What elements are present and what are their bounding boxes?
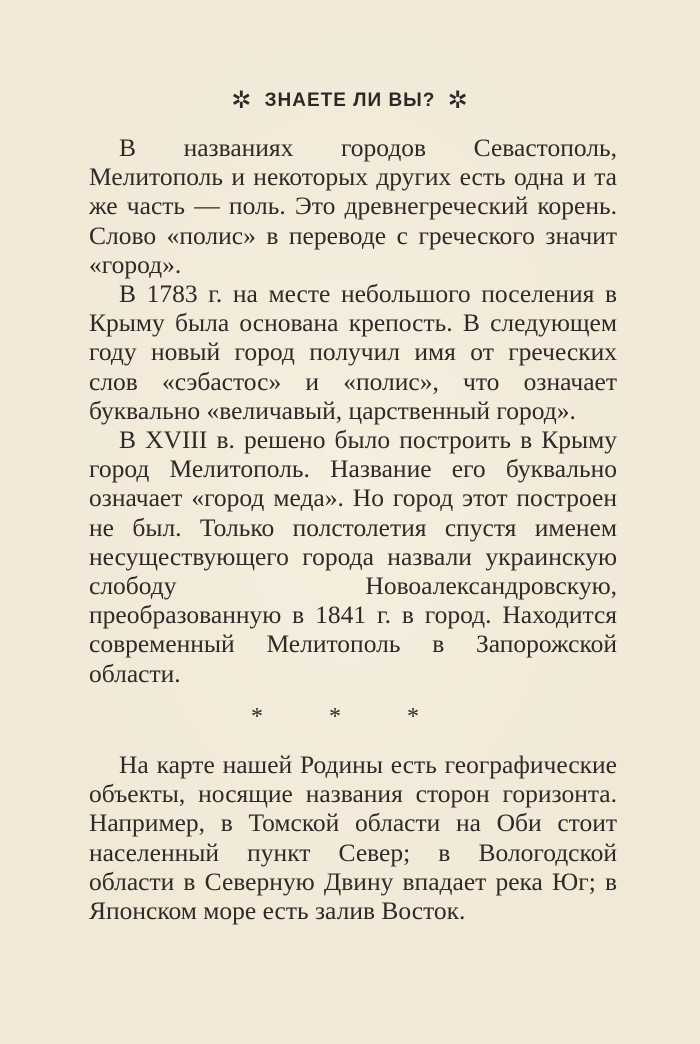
paragraph-3: В XVIII в. решено было построить в Крыму город Мелитополь. Название его буквально означает «город меда». Но город этот построен не был. Только полстолетия спустя именем несуществующего города назвали украинскую слободу Новоалександровскую, преобразованную в 1841 г. в город. Находится современный Мелитополь в Запорожской области. bbox=[89, 425, 617, 688]
asterisk-ornament-right-icon: ✲ bbox=[447, 87, 469, 114]
paragraph-4: На карте нашей Родины есть географические объекты, носящие названия сторон горизонта. Например, в Томской области на Оби стоит населенный пункт Север; в Вологодской области в Северную Двину впадает река Юг; в Японском море есть залив Восток. bbox=[89, 750, 617, 926]
section-separator: * * * bbox=[251, 704, 449, 730]
second-article-text bbox=[89, 750, 617, 925]
article-text bbox=[89, 133, 617, 688]
paragraph-2: В 1783 г. на месте небольшого поселения в Крыму была основана крепость. В следующем году новый город получил имя от греческих слов «сэбастос» и «полис», что означает буквально «величавый, царственный город». bbox=[89, 279, 617, 425]
section-heading bbox=[0, 86, 700, 115]
heading-title: ЗНАЕТЕ ЛИ ВЫ? bbox=[264, 90, 436, 111]
paragraph-1: В названиях городов Севастополь, Мелитополь и некоторых других есть одна и та же часть — поль. Это древнегреческий корень. Слово «полис» в переводе с греческого значит «город». bbox=[89, 133, 617, 279]
asterisk-ornament-left-icon: ✲ bbox=[231, 87, 253, 114]
